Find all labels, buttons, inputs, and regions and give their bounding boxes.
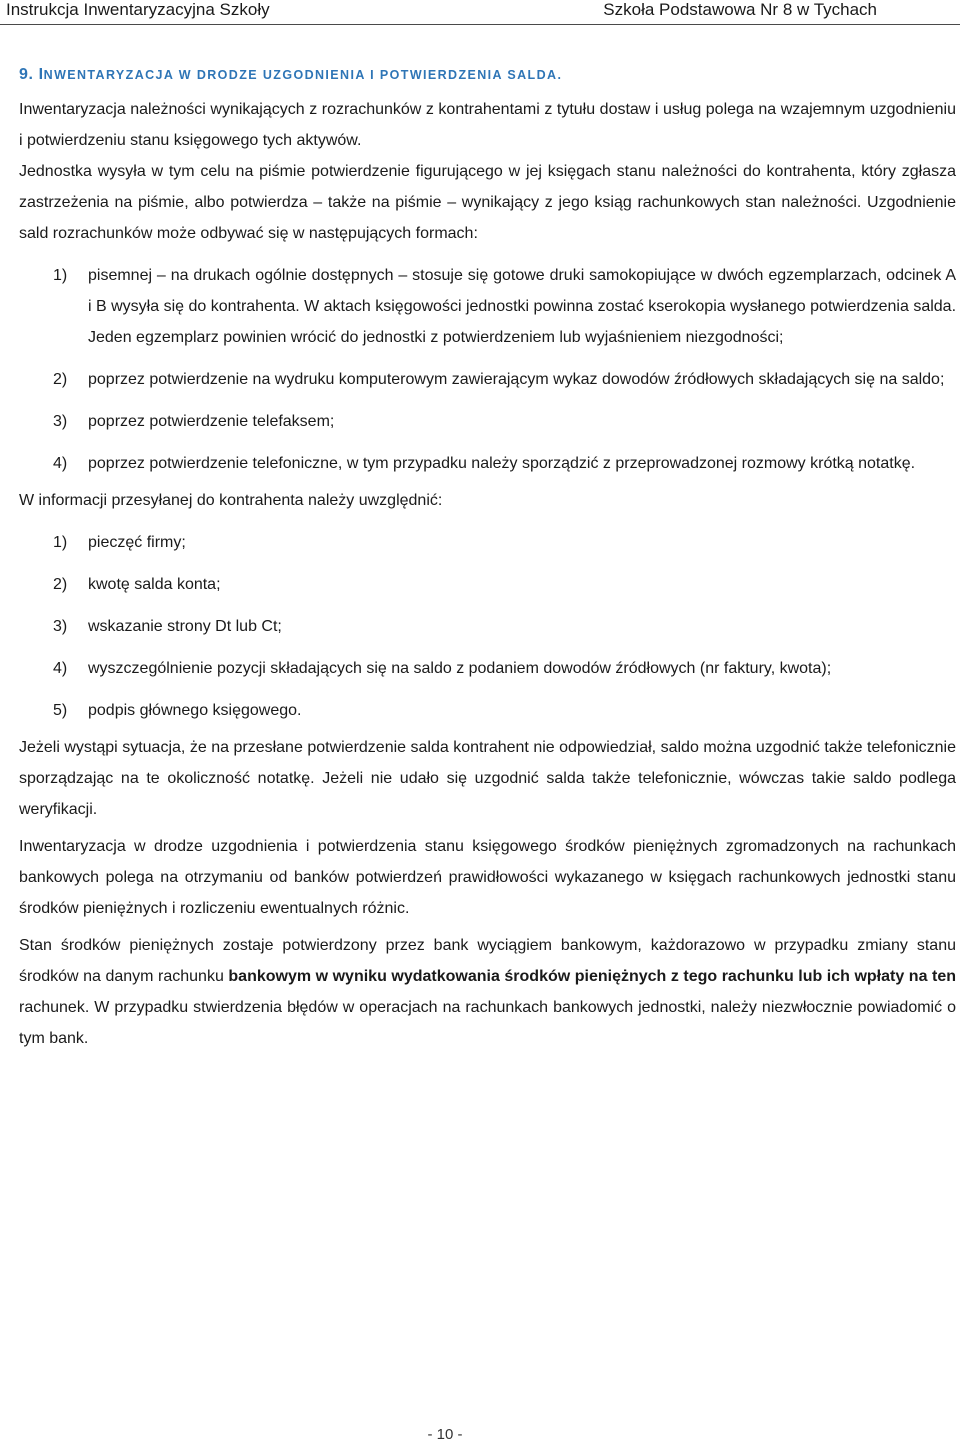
list-item xyxy=(19,527,956,558)
list-item-text: wyszczególnienie pozycji składających się na saldo z podaniem dowodów źródłowych (nr faktury, kwota); xyxy=(88,660,832,677)
list-item-text: pisemnej – na drukach ogólnie dostępnych – stosuje się gotowe druki samokopiujące w dwóch egzemplarzach, odcinek A i B wysyła się do kontrahenta. W aktach księgowości jednostki powinna zostać kserokopia wysłanego potwierdzenia salda. Jeden egzemplarz powinien wrócić do jednostki z potwierdzeniem lub wyjaśnieniem niezgodności; xyxy=(88,267,957,346)
list-item xyxy=(19,448,956,479)
paragraph-procedure: Jednostka wysyła w tym celu na piśmie potwierdzenie figurującego w jej księgach stanu należności do kontrahenta, który zgłasza zastrzeżenia na piśmie, albo potwierdza – także na piśmie – wynikający z jego ksiąg rachunkowych stan należności. Uzgodnienie sald rozrachunków może odbywać się w następujących formach: xyxy=(19,163,956,242)
page-header xyxy=(0,0,960,25)
list-item xyxy=(19,406,956,437)
list-item xyxy=(19,569,956,600)
list-item-text: pieczęć firmy; xyxy=(88,534,186,551)
list-item-number: 1) xyxy=(53,267,68,284)
paragraph-bank-statement xyxy=(19,930,956,1054)
section-number: 9. xyxy=(19,66,34,83)
list-item xyxy=(19,364,956,395)
list-item-number: 4) xyxy=(53,455,68,472)
list-item-number: 3) xyxy=(53,618,68,635)
header-document-title: Instrukcja Inwentaryzacyjna Szkoły xyxy=(6,0,270,19)
forms-list xyxy=(19,260,956,479)
list-item-text: podpis głównego księgowego. xyxy=(88,702,302,719)
header-school-name: Szkoła Podstawowa Nr 8 w Tychach xyxy=(603,0,877,19)
list-item xyxy=(19,260,956,353)
list-item-number: 1) xyxy=(53,534,68,551)
paragraph-info-intro: W informacji przesyłanej do kontrahenta należy uwzględnić: xyxy=(19,492,443,509)
list-item-number: 3) xyxy=(53,413,68,430)
info-list xyxy=(19,527,956,726)
list-item-number: 5) xyxy=(53,702,68,719)
document-body xyxy=(19,62,956,1054)
list-item-text: poprzez potwierdzenie telefoniczne, w tym przypadku należy sporządzić z przeprowadzonej rozmowy krótką notatkę. xyxy=(88,455,916,472)
list-item xyxy=(19,611,956,642)
paragraph-intro: Inwentaryzacja należności wynikających z rozrachunków z kontrahentami z tytułu dostaw i usług polega na wzajemnym uzgodnieniu i potwierdzeniu stanu księgowego tych aktywów. xyxy=(19,101,956,149)
list-item-number: 4) xyxy=(53,660,68,677)
paragraph-bank-accounts: Inwentaryzacja w drodze uzgodnienia i potwierdzenia stanu księgowego środków pieniężnych zgromadzonych na rachunkach bankowych polega na otrzymaniu od banków potwierdzeń prawidłowości wykazanego w księgach rachunkowych jednostki stanu środków pieniężnych i rozliczeniu ewentualnych różnic. xyxy=(19,838,956,917)
bank-statement-text-a: Stan środków pieniężnych zostaje potwierdzony przez bank wyciągiem bankowym, każdorazowo w przypadku zmiany stanu środków na danym rachunku xyxy=(19,937,956,985)
section-title-initial: I xyxy=(38,66,44,83)
paragraph-unanswered: Jeżeli wystąpi sytuacja, że na przesłane potwierdzenie salda kontrahent nie odpowiedział, saldo można uzgodnić także telefonicznie sporządzając na te okoliczność notatkę. Jeżeli nie udało się uzgodnić salda także telefonicznie, wówczas takie saldo podlega weryfikacji. xyxy=(19,739,956,818)
list-item xyxy=(19,695,956,726)
section-heading xyxy=(19,62,956,88)
section-title: NWENTARYZACJA W DRODZE UZGODNIENIA I POTWIERDZENIA SALDA. xyxy=(43,68,563,82)
bank-statement-emphasis: bankowym w wyniku wydatkowania środków pieniężnych z tego rachunku lub ich wpłaty na ten xyxy=(228,968,957,985)
list-item-text: kwotę salda konta; xyxy=(88,576,221,593)
page-number: - 10 - xyxy=(427,1426,463,1443)
list-item-text: wskazanie strony Dt lub Ct; xyxy=(88,618,282,635)
list-item-number: 2) xyxy=(53,576,68,593)
list-item xyxy=(19,653,956,684)
list-item-text: poprzez potwierdzenie na wydruku komputerowym zawierającym wykaz dowodów źródłowych składających się na saldo; xyxy=(88,371,945,388)
bank-statement-text-b: rachunek. W przypadku stwierdzenia błędów w operacjach na rachunkach bankowych jednostki, należy niezwłocznie powiadomić o tym bank. xyxy=(19,999,956,1047)
list-item-number: 2) xyxy=(53,371,68,388)
list-item-text: poprzez potwierdzenie telefaksem; xyxy=(88,413,335,430)
